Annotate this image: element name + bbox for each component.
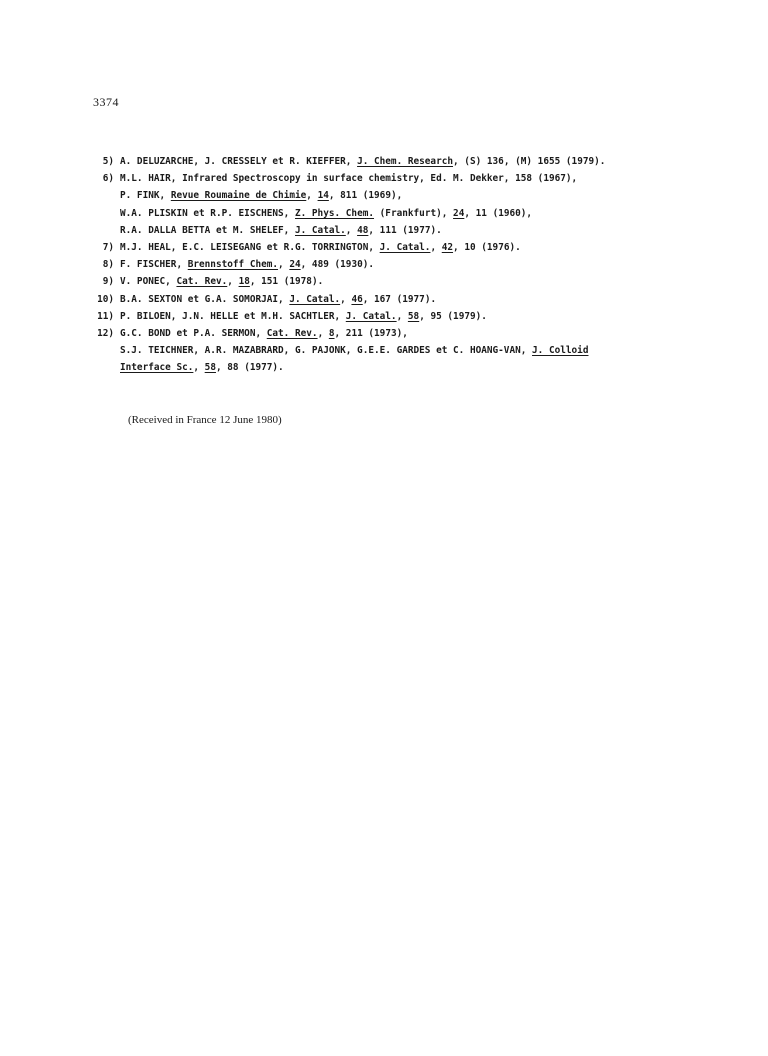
reference-underlined-segment: J. Catal.	[289, 293, 341, 305]
reference-segment: ,	[396, 310, 408, 322]
reference-line	[96, 222, 706, 239]
reference-segment: ,	[227, 276, 239, 288]
reference-segment: ,	[345, 224, 358, 236]
reference-segment: ,	[340, 293, 352, 305]
reference-underlined-segment: 18	[238, 276, 250, 288]
reference-number: 10)	[97, 293, 114, 305]
reference-text	[120, 153, 605, 170]
reference-underlined-segment: 46	[351, 293, 363, 305]
reference-number: 12)	[97, 327, 114, 339]
reference-line	[96, 325, 706, 342]
reference-line	[96, 256, 706, 273]
reference-underlined-segment: 14	[317, 190, 329, 202]
reference-segment: , 10 (1976).	[453, 241, 521, 253]
reference-line	[96, 273, 706, 290]
reference-underlined-segment: Cat. Rev.	[266, 327, 318, 339]
reference-text	[120, 256, 374, 273]
reference-segment: (Frankfurt),	[374, 207, 454, 219]
reference-segment: R.A. DALLA BETTA et M. SHELEF,	[120, 224, 295, 236]
reference-underlined-segment: 24	[289, 259, 301, 271]
reference-segment: , 11 (1960),	[464, 207, 533, 219]
received-date: (Received in France 12 June 1980)	[128, 414, 282, 426]
reference-text	[120, 308, 487, 325]
reference-segment: , 111 (1977).	[368, 224, 442, 236]
reference-segment: , 489 (1930).	[300, 259, 375, 271]
reference-segment: M.J. HEAL, E.C. LEISEGANG et R.G. TORRINGTON,	[120, 241, 380, 253]
reference-segment: , 88 (1977).	[215, 362, 284, 374]
reference-line	[96, 205, 706, 222]
reference-segment: , 151 (1978).	[249, 276, 324, 288]
reference-list	[96, 153, 706, 376]
reference-text	[120, 170, 577, 187]
reference-line	[96, 239, 706, 256]
reference-underlined-segment: 58	[204, 362, 216, 374]
reference-text	[120, 205, 532, 222]
reference-underlined-segment: 8	[328, 327, 335, 339]
reference-segment: F. FISCHER,	[120, 259, 188, 271]
reference-segment: V. PONEC,	[120, 276, 177, 288]
reference-text	[120, 325, 408, 342]
reference-segment: P. BILOEN, J.N. HELLE et M.H. SACHTLER,	[120, 310, 346, 322]
reference-underlined-segment: Revue Roumaine de Chimie	[170, 190, 307, 202]
reference-segment: G.C. BOND et P.A. SERMON,	[120, 327, 267, 339]
reference-segment: ,	[317, 327, 329, 339]
reference-number: 7)	[102, 241, 114, 253]
reference-segment: ,	[193, 362, 205, 374]
reference-underlined-segment: J. Catal.	[379, 241, 431, 253]
reference-number: 6)	[102, 173, 114, 185]
reference-underlined-segment: 58	[407, 310, 420, 322]
reference-line	[96, 187, 706, 204]
reference-text	[120, 187, 402, 204]
reference-underlined-segment: Z. Phys. Chem.	[294, 207, 375, 219]
reference-underlined-segment: J. Catal.	[345, 310, 397, 322]
reference-segment: ,	[430, 241, 442, 253]
reference-underlined-segment: 48	[357, 224, 369, 236]
reference-segment: , 167 (1977).	[362, 293, 437, 305]
reference-line	[96, 291, 706, 308]
reference-number: 11)	[97, 310, 114, 322]
reference-text	[120, 359, 284, 376]
reference-segment: M.L. HAIR, Infrared Spectroscopy in surface chemistry, Ed. M. Dekker, 158 (1967),	[120, 173, 578, 185]
reference-number: 5)	[102, 156, 114, 167]
reference-underlined-segment: 24	[453, 207, 465, 219]
reference-line	[96, 342, 706, 359]
reference-segment: ,	[278, 259, 290, 271]
reference-underlined-segment: Brennstoff Chem.	[187, 259, 279, 271]
page-number: 3374	[93, 95, 119, 109]
reference-text	[120, 273, 323, 290]
reference-segment: , (S) 136, (M) 1655 (1979).	[453, 156, 606, 167]
reference-text	[120, 222, 442, 239]
reference-underlined-segment: Interface Sc.	[120, 362, 194, 374]
reference-underlined-segment: 42	[441, 241, 454, 253]
reference-underlined-segment: J. Colloid	[532, 345, 589, 357]
reference-line	[96, 308, 706, 325]
reference-underlined-segment: J. Chem. Research	[357, 156, 454, 167]
reference-underlined-segment: Cat. Rev.	[176, 276, 228, 288]
reference-text	[120, 239, 521, 256]
reference-segment: S.J. TEICHNER, A.R. MAZABRARD, G. PAJONK, G.E.E. GARDES et C. HOANG-VAN,	[120, 345, 533, 357]
reference-segment: , 95 (1979).	[419, 310, 487, 322]
reference-number: 8)	[102, 259, 114, 271]
reference-number: 9)	[102, 276, 114, 288]
reference-segment: ,	[306, 190, 318, 202]
reference-segment: B.A. SEXTON et G.A. SOMORJAI,	[120, 293, 290, 305]
reference-line	[96, 153, 706, 170]
reference-segment: P. FINK,	[120, 190, 171, 202]
reference-line	[96, 170, 706, 187]
reference-underlined-segment: J. Catal.	[294, 224, 346, 236]
reference-segment: W.A. PLISKIN et R.P. EISCHENS,	[120, 207, 295, 219]
reference-segment: , 211 (1973),	[334, 327, 408, 339]
reference-segment: , 811 (1969),	[328, 190, 403, 202]
reference-segment: A. DELUZARCHE, J. CRESSELY et R. KIEFFER,	[120, 156, 358, 167]
reference-text	[120, 342, 588, 359]
reference-line	[96, 359, 706, 376]
reference-text	[120, 291, 436, 308]
